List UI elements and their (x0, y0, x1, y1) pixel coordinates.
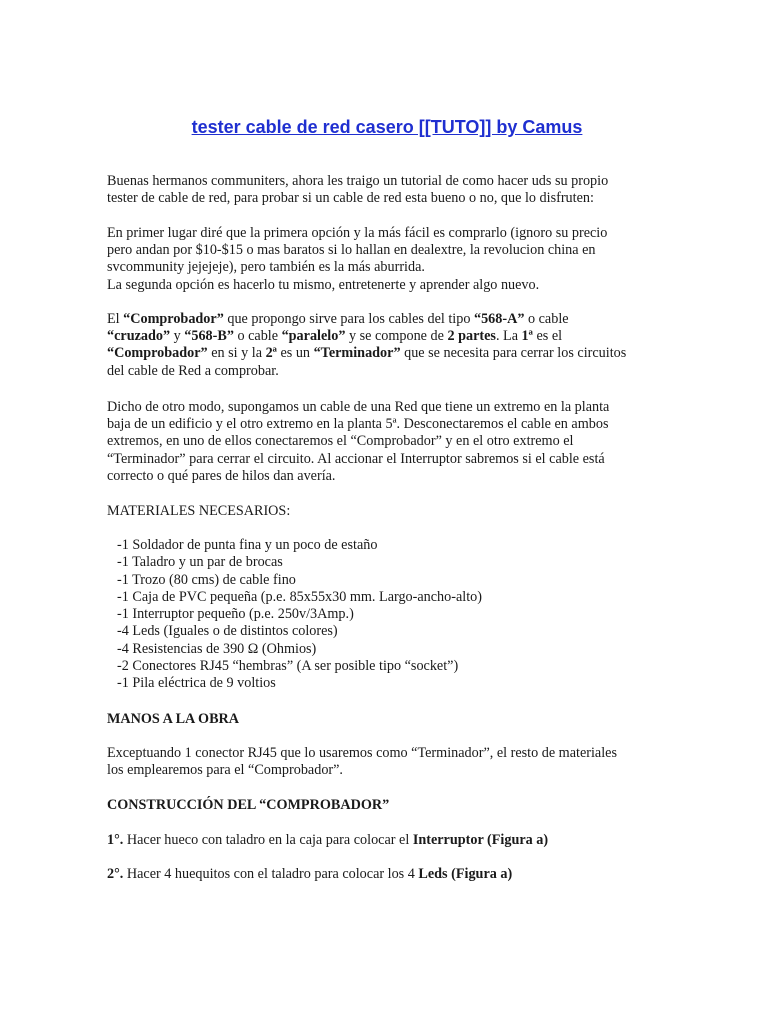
text-line: correcto o qué pares de hilos dan avería. (107, 467, 336, 484)
intro-paragraph (107, 173, 667, 207)
text-line: La segunda opción es hacerlo tu mismo, entretenerte y aprender algo nuevo. (107, 276, 540, 293)
construccion-heading: CONSTRUCCIÓN DEL “COMPROBADOR” (107, 797, 390, 813)
text-line: baja de un edificio y el otro extremo en la planta 5ª. Desconectaremos el cable en ambos (107, 416, 609, 433)
buy-option-paragraph (107, 225, 667, 294)
list-item: -1 Trozo (80 cms) de cable fino (117, 571, 296, 588)
list-item: -4 Leds (Iguales o de distintos colores) (117, 623, 338, 640)
text-line: del cable de Red a comprobar. (107, 362, 279, 379)
list-item: -1 Taladro y un par de brocas (117, 554, 283, 571)
step-1: 1°. Hacer hueco con taladro en la caja para colocar el Interruptor (Figura a) (107, 832, 549, 848)
materials-usage-paragraph (107, 745, 667, 779)
list-item: -1 Interruptor pequeño (p.e. 250v/3Amp.) (117, 606, 354, 623)
materials-heading: MATERIALES NECESARIOS: (107, 503, 291, 519)
list-item: -2 Conectores RJ45 “hembras” (A ser posible tipo “socket”) (117, 658, 459, 675)
text-line: tester de cable de red, para probar si un cable de red esta bueno o no, que lo disfruten: (107, 190, 594, 207)
list-item: -1 Caja de PVC pequeña (p.e. 85x55x30 mm. Largo-ancho-alto) (117, 588, 482, 605)
text-line: “cruzado” y “568-B” o cable “paralelo” y se compone de 2 partes. La 1ª es el (107, 328, 563, 345)
text-line: Dicho de otro modo, supongamos un cable de una Red que tiene un extremo en la planta (107, 399, 610, 415)
list-item: -4 Resistencias de 390 Ω (Ohmios) (117, 640, 317, 657)
comprobador-paragraph (107, 311, 667, 380)
step-number: 1°. (107, 832, 124, 848)
manos-heading: MANOS A LA OBRA (107, 711, 240, 727)
text-line: “Terminador” para cerrar el circuito. Al accionar el Interruptor sabremos si el cable está (107, 450, 605, 467)
explanation-paragraph (107, 399, 667, 485)
text-line: En primer lugar diré que la primera opción y la más fácil es comprarlo (ignoro su precio (107, 225, 608, 241)
text-line: Exceptuando 1 conector RJ45 que lo usaremos como “Terminador”, el resto de materiales (107, 745, 617, 761)
text-line: los emplearemos para el “Comprobador”. (107, 762, 343, 779)
text-line: svcommunity jejejeje), pero también es la más aburrida. (107, 259, 425, 276)
text-line: El “Comprobador” que propongo sirve para los cables del tipo “568-A” o cable (107, 311, 569, 327)
text-line: “Comprobador” en si y la 2ª es un “Terminador” que se necesita para cerrar los circuitos (107, 345, 627, 362)
text-line: extremos, en uno de ellos conectaremos el “Comprobador” y en el otro extremo el (107, 433, 574, 450)
text-line: Buenas hermanos communiters, ahora les traigo un tutorial de como hacer uds su propio (107, 173, 609, 189)
document-title[interactable]: tester cable de red casero [[TUTO]] by Camus (191, 117, 583, 137)
list-item: -1 Pila eléctrica de 9 voltios (117, 675, 276, 692)
list-item: -1 Soldador de punta fina y un poco de estaño (117, 537, 378, 553)
materials-list (117, 537, 482, 693)
step-2: 2°. Hacer 4 huequitos con el taladro para colocar los 4 Leds (Figura a) (107, 866, 513, 882)
step-number: 2°. (107, 866, 124, 882)
text-line: pero andan por $10-$15 o mas baratos si lo hallan en dealextre, la revolucion china en (107, 242, 596, 259)
